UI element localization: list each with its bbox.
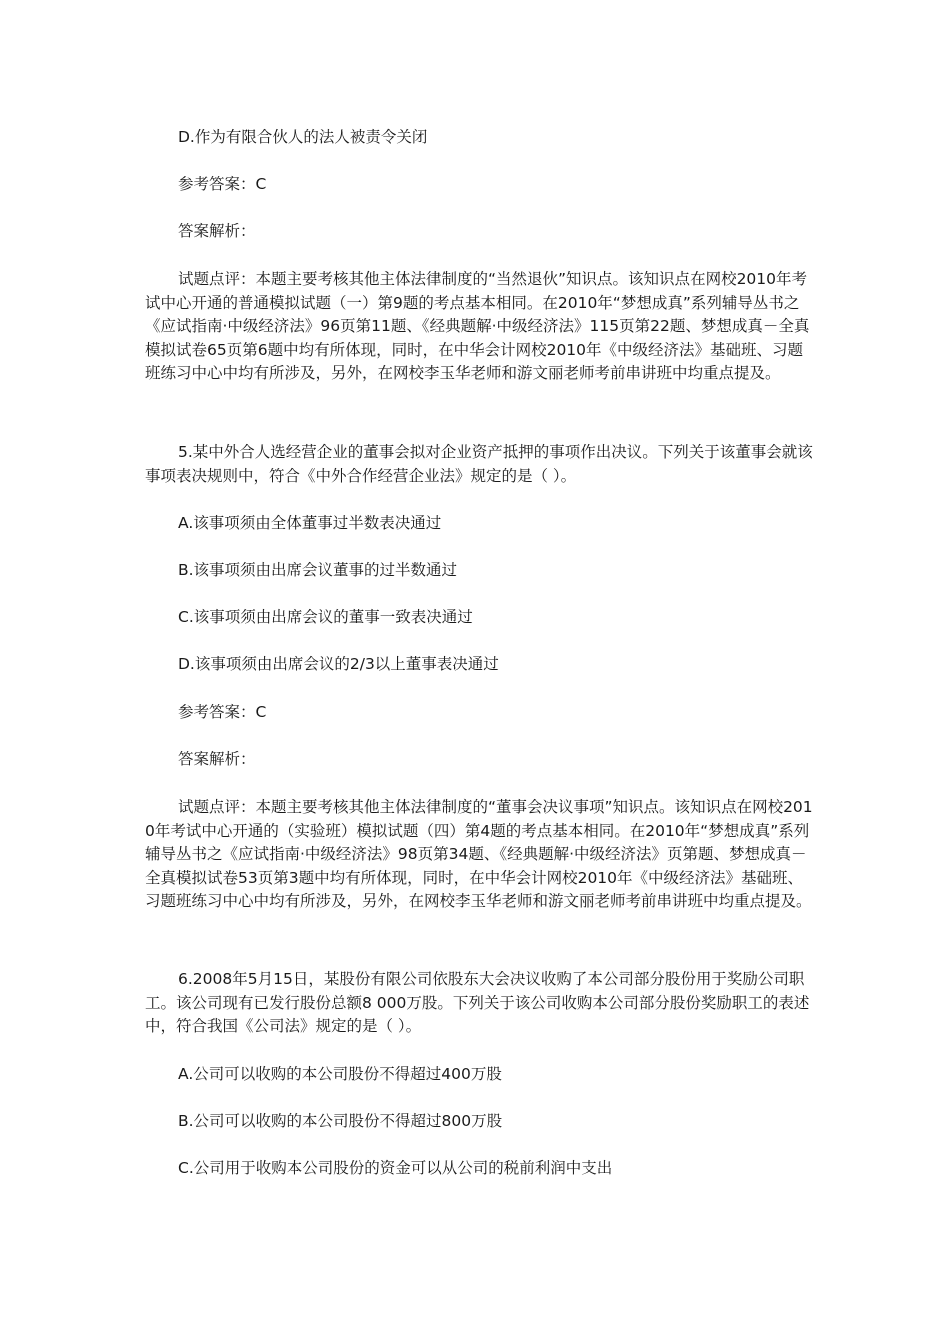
q4-answer: 参考答案：C (178, 175, 267, 193)
q4-comment: 试题点评：本题主要考核其他主体法律制度的“当然退伙”知识点。该知识点在网校2010年考试中心开通的普通模拟试题（一）第9题的考点基本相同。在2010年“梦想成真”系列辅导丛书之《应试指南·中级经济法》96页第11题、《经典题解·中级经济法》115页第22题、梦想成真－全真模拟试卷65页第6题中均有所体现，同时，在中华会计网校2010年《中级经济法》基础班、习题班练习中心中均有所涉及，另外，在网校李玉华老师和游文丽老师考前串讲班中均重点提及。 (145, 270, 810, 382)
q5-answer: 参考答案：C (178, 703, 267, 721)
q6-option-a: A.公司可以收购的本公司股份不得超过400万股 (178, 1065, 502, 1083)
q6-option-b: B.公司可以收购的本公司股份不得超过800万股 (178, 1112, 503, 1130)
q5-option-d: D.该事项须由出席会议的2/3以上董事表决通过 (178, 655, 499, 673)
q5-stem: 5.某中外合人选经营企业的董事会拟对企业资产抵押的事项作出决议。下列关于该董事会就该事项表决规则中，符合《中外合作经营企业法》规定的是（ ）。 (145, 443, 813, 485)
q5-comment: 试题点评：本题主要考核其他主体法律制度的“董事会决议事项”知识点。该知识点在网校2010年考试中心开通的（实验班）模拟试题（四）第4题的考点基本相同。在2010年“梦想成真”系列辅导丛书之《应试指南·中级经济法》98页第34题、《经典题解·中级经济法》页第题、梦想成真－全真模拟试卷53页第3题中均有所体现，同时，在中华会计网校2010年《中级经济法》基础班、习题班练习中心中均有所涉及，另外，在网校李玉华老师和游文丽老师考前串讲班中均重点提及。 (145, 798, 813, 910)
q5-option-b: B.该事项须由出席会议董事的过半数通过 (178, 561, 458, 579)
q5-option-a: A.该事项须由全体董事过半数表决通过 (178, 514, 442, 532)
q4-option-d: D.作为有限合伙人的法人被责令关闭 (178, 128, 428, 146)
q6-option-c: C.公司用于收购本公司股份的资金可以从公司的税前利润中支出 (178, 1159, 613, 1177)
q5-analysis-label: 答案解析： (178, 750, 256, 768)
q4-analysis-label: 答案解析： (178, 222, 256, 240)
q5-option-c: C.该事项须由出席会议的董事一致表决通过 (178, 608, 473, 626)
q6-stem: 6.2008年5月15日，某股份有限公司依股东大会决议收购了本公司部分股份用于奖励公司职工。该公司现有已发行股份总额8 000万股。下列关于该公司收购本公司部分股份奖励职工的表述中，符合我国《公司法》规定的是（ ）。 (145, 970, 810, 1035)
